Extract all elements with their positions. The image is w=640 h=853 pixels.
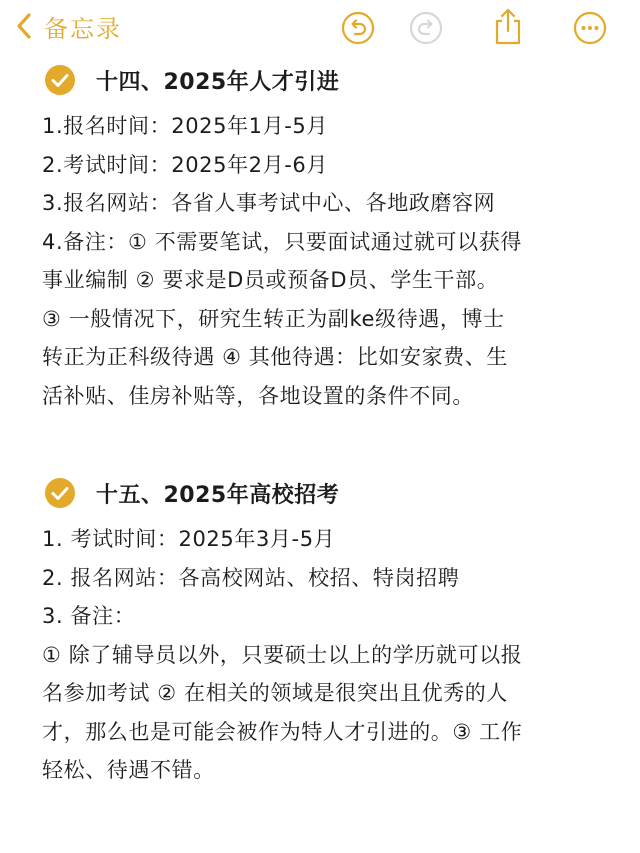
text-line: 1.报名时间：2025年1月-5月: [42, 114, 328, 138]
chevron-left-icon: [16, 12, 32, 40]
redo-button[interactable]: [408, 10, 444, 46]
share-button[interactable]: [490, 6, 526, 46]
note-body[interactable]: [44, 60, 624, 790]
section-heading: [44, 60, 624, 100]
undo-icon: [341, 11, 375, 45]
text-line: 1. 考试时间：2025年3月-5月: [42, 527, 336, 551]
share-icon: [492, 6, 524, 46]
text-line: 活补贴、佳房补贴等，各地设置的条件不同。: [42, 383, 474, 408]
back-label: 备忘录: [44, 14, 122, 43]
more-button[interactable]: [572, 10, 608, 46]
redo-icon: [409, 11, 443, 45]
text-line: 才，那么也是可能会被作为特人才引进的。③ 工作: [42, 719, 523, 744]
undo-button[interactable]: [340, 10, 376, 46]
text-line: 轻松、待遇不错。: [42, 758, 215, 782]
text-line: ① 除了辅导员以外，只要硕士以上的学历就可以报: [42, 642, 523, 667]
back-button[interactable]: [16, 8, 122, 44]
text-line: 4.备注：① 不需要笔试，只要面试通过就可以获得: [42, 229, 522, 254]
section-title: 十五、2025年高校招考: [96, 482, 340, 508]
text-line: 名参加考试 ② 在相关的领域是很突出且优秀的人: [42, 681, 508, 705]
notes-toolbar: [0, 0, 640, 56]
section-title: 十四、2025年人才引进: [96, 69, 340, 95]
section-text: [42, 107, 624, 415]
text-line: 转正为正科级待遇 ④ 其他待遇：比如安家费、生: [42, 345, 508, 369]
text-line: 2. 报名网站：各高校网站、校招、特岗招聘: [42, 565, 460, 590]
check-circle-icon[interactable]: [44, 477, 76, 509]
text-line: 事业编制 ② 要求是D员或预备D员、学生干部。: [42, 268, 499, 292]
text-line: 3. 备注：: [42, 604, 136, 628]
note-section-14: [44, 60, 624, 415]
note-section-15: [44, 473, 624, 790]
section-heading: [44, 473, 624, 513]
more-icon: [573, 11, 607, 45]
text-line: 2.考试时间：2025年2月-6月: [42, 152, 328, 177]
text-line: 3.报名网站：各省人事考试中心、各地政磨容网: [42, 191, 496, 215]
text-line: ③ 一般情况下，研究生转正为副ke级待遇，博士: [42, 306, 505, 331]
check-circle-icon[interactable]: [44, 64, 76, 96]
paragraph-gap: [44, 415, 624, 473]
section-text: [42, 520, 624, 790]
